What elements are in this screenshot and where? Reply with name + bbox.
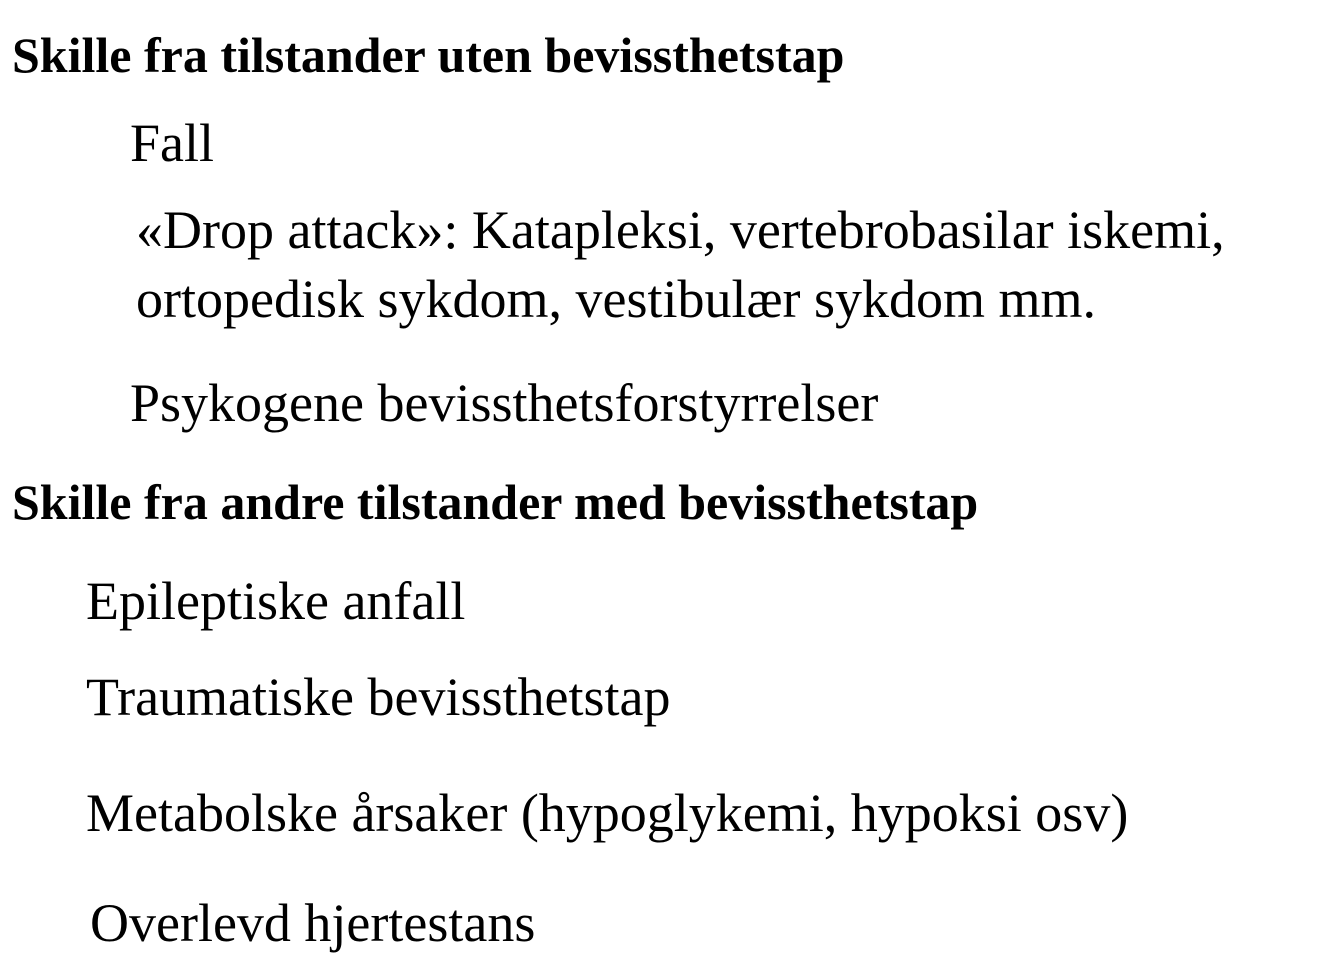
list-item-metabolic: Metabolske årsaker (hypoglykemi, hypoksi osv) (86, 783, 1129, 843)
list-item-epileptic: Epileptiske anfall (86, 571, 466, 631)
section-heading-without-loss: Skille fra tilstander uten bevissthetstap (12, 27, 845, 83)
list-item-traumatic: Traumatiske bevissthetstap (86, 667, 671, 727)
list-item-drop-attack: «Drop attack»: Katapleksi, vertebrobasilar iskemi, (136, 200, 1225, 260)
list-item-drop-attack-continued: ortopedisk sykdom, vestibulær sykdom mm. (136, 269, 1097, 329)
list-item-fall: Fall (130, 113, 215, 173)
section-heading-with-loss: Skille fra andre tilstander med bevissthetstap (12, 474, 979, 530)
list-item-psychogenic: Psykogene bevissthetsforstyrrelser (130, 373, 879, 433)
list-item-cardiac-arrest: Overlevd hjertestans (90, 893, 536, 953)
